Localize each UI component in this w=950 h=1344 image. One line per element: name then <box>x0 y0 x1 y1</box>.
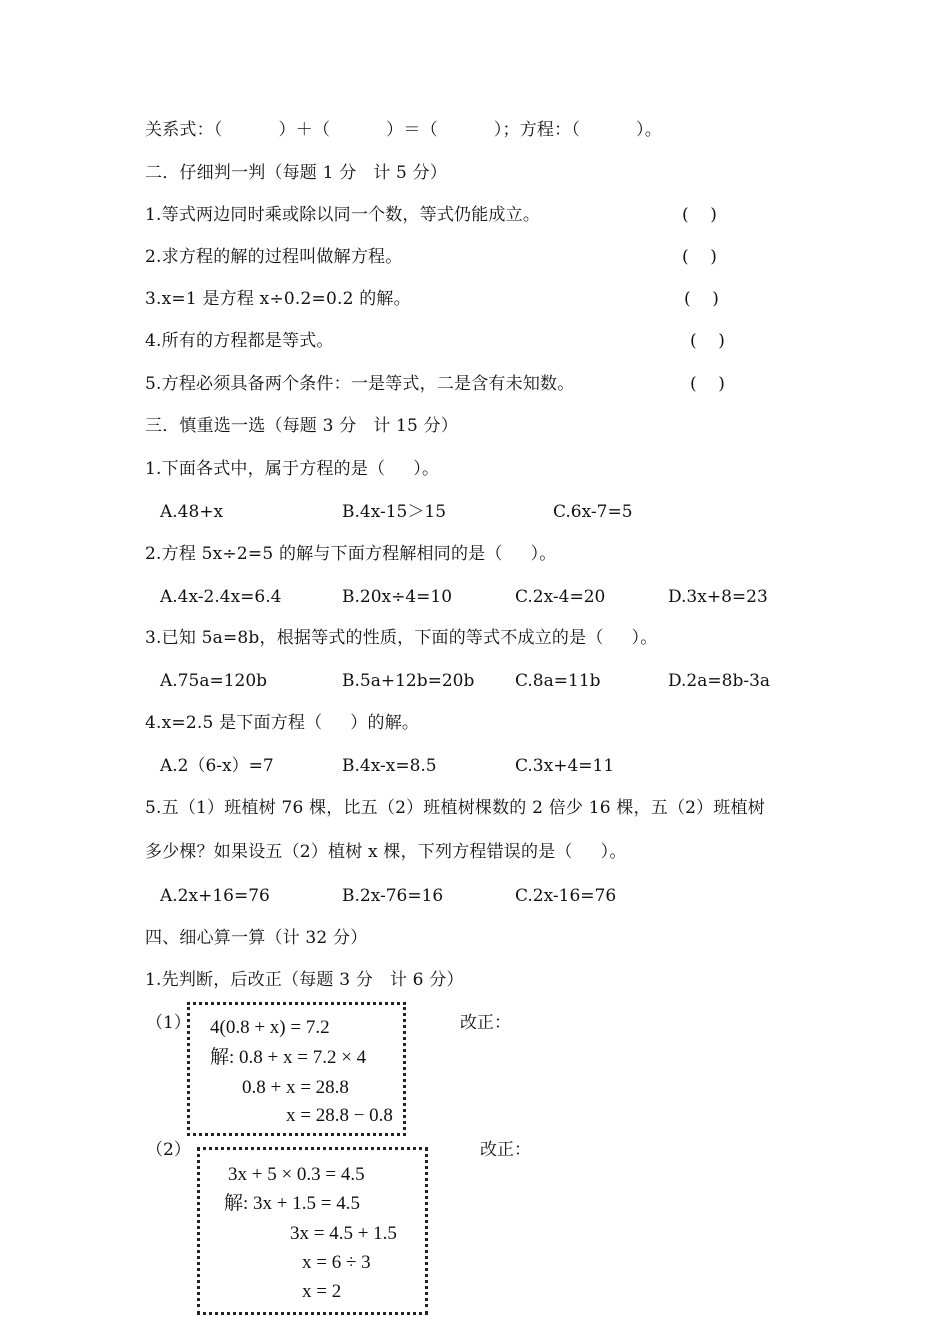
judge-answer-5[interactable]: ( ) <box>690 374 725 394</box>
problem1-line-4: x = 28.8 − 0.8 <box>286 1105 393 1126</box>
judge-item-2: 2.求方程的解的过程叫做解方程。 <box>145 247 403 267</box>
choice-q5-line2: 多少棵？如果设五（2）植树 x 棵，下列方程错误的是（ ）。 <box>145 842 627 862</box>
judge-item-3: 3.x=1 是方程 x÷0.2=0.2 的解。 <box>145 289 411 309</box>
q3-option-d[interactable]: D.2a=8b-3a <box>668 671 771 691</box>
problem2-label: （2） <box>146 1140 191 1160</box>
problem2-line-4: x = 6 ÷ 3 <box>302 1252 371 1273</box>
choice-q1: 1.下面各式中，属于方程的是（ ）。 <box>145 459 440 479</box>
q1-option-c[interactable]: C.6x-7=5 <box>553 502 633 522</box>
problem1-label: （1） <box>146 1013 191 1033</box>
choice-q3: 3.已知 5a=8b，根据等式的性质，下面的等式不成立的是（ ）。 <box>145 628 658 648</box>
judge-answer-1[interactable]: ( ) <box>682 205 717 225</box>
judge-answer-3[interactable]: ( ) <box>684 289 719 309</box>
problem2-line-1: 3x + 5 × 0.3 = 4.5 <box>228 1164 365 1185</box>
q3-option-c[interactable]: C.8a=11b <box>515 671 601 691</box>
q2-option-a[interactable]: A.4x-2.4x=6.4 <box>160 587 282 607</box>
problem1-line-2: 解: 0.8 + x = 7.2 × 4 <box>210 1047 367 1068</box>
problem2-fix[interactable]: 改正： <box>480 1140 531 1160</box>
judge-item-5: 5.方程必须具备两个条件：一是等式，二是含有未知数。 <box>145 374 575 394</box>
problem2-line-2: 解: 3x + 1.5 = 4.5 <box>224 1193 360 1214</box>
problem2-box <box>197 1147 428 1315</box>
relation-line: 关系式：（ ）＋（ ）＝（ ）；方程：（ ）。 <box>145 120 662 140</box>
section3-title: 三．慎重选一选（每题 3 分 计 15 分） <box>145 416 459 436</box>
problem1-line-3: 0.8 + x = 28.8 <box>242 1077 349 1098</box>
section2-title: 二．仔细判一判（每题 1 分 计 5 分） <box>145 163 448 183</box>
q1-option-a[interactable]: A.48+x <box>160 502 224 522</box>
problem1-box <box>187 1002 406 1136</box>
q1-option-b[interactable]: B.4x-15＞15 <box>342 502 447 522</box>
judge-answer-2[interactable]: ( ) <box>682 247 717 267</box>
q4-option-a[interactable]: A.2（6-x）=7 <box>160 756 274 776</box>
q5-option-b[interactable]: B.2x-76=16 <box>342 886 444 906</box>
problem2-line-3: 3x = 4.5 + 1.5 <box>290 1223 397 1244</box>
q3-option-a[interactable]: A.75a=120b <box>160 671 268 691</box>
q4-option-b[interactable]: B.4x-x=8.5 <box>342 756 437 776</box>
q4-option-c[interactable]: C.3x+4=11 <box>515 756 615 776</box>
q2-option-d[interactable]: D.3x+8=23 <box>668 587 768 607</box>
judge-item-4: 4.所有的方程都是等式。 <box>145 331 334 351</box>
choice-q5-line1: 5.五（1）班植树 76 棵，比五（2）班植树棵数的 2 倍少 16 棵，五（2）班植树 <box>145 798 765 818</box>
section4-title: 四、细心算一算（计 32 分） <box>145 928 368 948</box>
q5-option-c[interactable]: C.2x-16=76 <box>515 886 617 906</box>
problem2-line-5: x = 2 <box>302 1281 342 1302</box>
q2-option-c[interactable]: C.2x-4=20 <box>515 587 606 607</box>
choice-q2: 2.方程 5x÷2=5 的解与下面方程解相同的是（ ）。 <box>145 544 557 564</box>
judge-answer-4[interactable]: ( ) <box>690 331 725 351</box>
q5-option-a[interactable]: A.2x+16=76 <box>160 886 270 906</box>
q3-option-b[interactable]: B.5a+12b=20b <box>342 671 475 691</box>
section4-sub1: 1.先判断，后改正（每题 3 分 计 6 分） <box>145 970 464 990</box>
problem1-fix[interactable]: 改正： <box>460 1013 511 1033</box>
problem1-line-1: 4(0.8 + x) = 7.2 <box>210 1017 330 1038</box>
choice-q4: 4.x=2.5 是下面方程（ ）的解。 <box>145 713 420 733</box>
q2-option-b[interactable]: B.20x÷4=10 <box>342 587 453 607</box>
judge-item-1: 1.等式两边同时乘或除以同一个数，等式仍能成立。 <box>145 205 541 225</box>
